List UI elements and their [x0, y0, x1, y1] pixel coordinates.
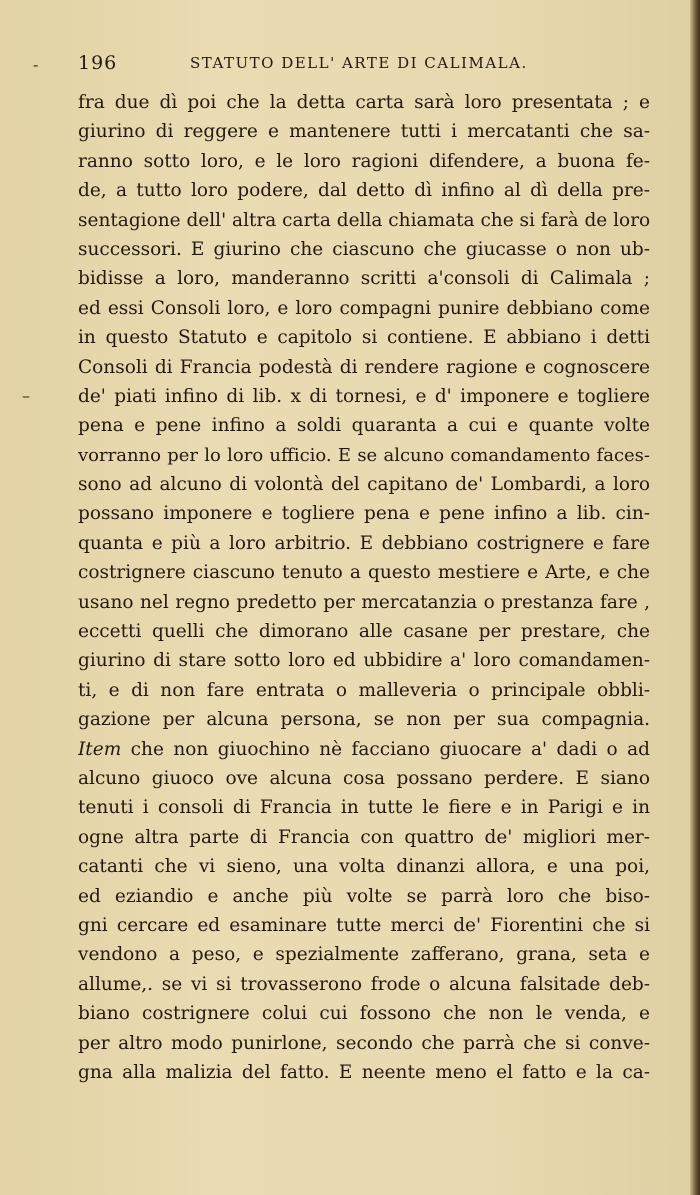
margin-mark-middle: –: [22, 386, 30, 405]
text-line: vorranno per lo loro ufficio. E se alcuno comandamento faces-: [78, 444, 650, 466]
text-line: gazione per alcuna persona, se non per sua compagnia.: [78, 709, 650, 731]
text-line: usano nel regno predetto per mercatanzia o prestanza fare ,: [78, 591, 650, 613]
text-line: tenuti i consoli di Francia in tutte le fiere e in Parigi e in: [78, 797, 650, 819]
text-line: vendono a peso, e spezialmente zafferano, grana, seta e: [78, 944, 650, 966]
page-edge: [690, 0, 700, 1195]
page-number: 196: [78, 52, 118, 74]
item-line-rest: che non giuochino nè facciano giuocare a' dadi o ad: [121, 738, 650, 760]
text-line: giurino di stare sotto loro ed ubbidire a' loro comandamen-: [78, 650, 650, 672]
text-line: per altro modo punirlone, secondo che parrà che si conve-: [78, 1032, 650, 1054]
text-line: alcuno giuoco ove alcuna cosa possano perdere. E siano: [78, 767, 650, 789]
text-line: costrignere ciascuno tenuto a questo mestiere e Arte, e che: [78, 562, 650, 584]
text-line: fra due dì poi che la detta carta sarà loro presentata ; e: [78, 92, 650, 113]
page-header: [78, 52, 638, 78]
text-line: possano imponere e togliere pena e pene infino a lib. cin-: [78, 503, 650, 525]
text-line: allume,. se vi si trovasserono frode o alcuna falsitade deb-: [78, 973, 650, 995]
text-line: successori. E giurino che ciascuno che giucasse o non ub-: [78, 238, 650, 260]
text-line: ed eziandio e anche più volte se parrà loro che biso-: [78, 885, 650, 907]
text-line: de, a tutto loro podere, dal detto dì infino al dì della pre-: [78, 180, 650, 202]
text-line: sono ad alcuno di volontà del capitano de' Lombardi, a loro: [78, 474, 650, 496]
text-line: eccetti quelli che dimorano alle casane per prestare, che: [78, 621, 650, 643]
text-line: sentagione dell' altra carta della chiamata che si farà de loro: [78, 209, 650, 231]
text-line: biano costrignere colui cui fossono che non le venda, e: [78, 1003, 650, 1025]
text-line: ogne altra parte di Francia con quattro de' migliori mer-: [78, 826, 650, 848]
text-line: bidisse a loro, manderanno scritti a'consoli di Calimala ;: [78, 268, 650, 290]
text-line: Consoli di Francia podestà di rendere ragione e cognoscere: [78, 356, 650, 378]
text-line: gni cercare ed esaminare tutte merci de' Fiorentini che si: [78, 914, 650, 936]
text-line: ti, e di non fare entrata o malleveria o principale obbli-: [78, 679, 650, 701]
body-text: [78, 88, 650, 1087]
margin-mark-top: -: [33, 55, 39, 74]
text-line: ranno sotto loro, e le loro ragioni difendere, a buona fe-: [78, 150, 650, 172]
item-italic-word: Item: [78, 738, 122, 760]
text-line: gna alla malizia del fatto. E neente meno el fatto e la ca-: [78, 1061, 650, 1083]
text-line: pena e pene infino a soldi quaranta a cui e quante volte: [78, 415, 650, 437]
running-title: STATUTO DELL' ARTE DI CALIMALA.: [190, 54, 528, 72]
text-line: quanta e più a loro arbitrio. E debbiano costrignere e fare: [78, 532, 650, 554]
text-line: ed essi Consoli loro, e loro compagni punire debbiano come: [78, 297, 650, 319]
text-line: giurino di reggere e mantenere tutti i mercatanti che sa-: [78, 121, 650, 143]
text-line: in questo Statuto e capitolo si contiene. E abbiano i detti: [78, 327, 650, 349]
text-line-item: [78, 735, 650, 764]
text-line: de' piati infino di lib. x di tornesi, e d' imponere e togliere: [78, 385, 650, 407]
text-line: catanti che vi sieno, una volta dinanzi allora, e una poi,: [78, 856, 650, 878]
